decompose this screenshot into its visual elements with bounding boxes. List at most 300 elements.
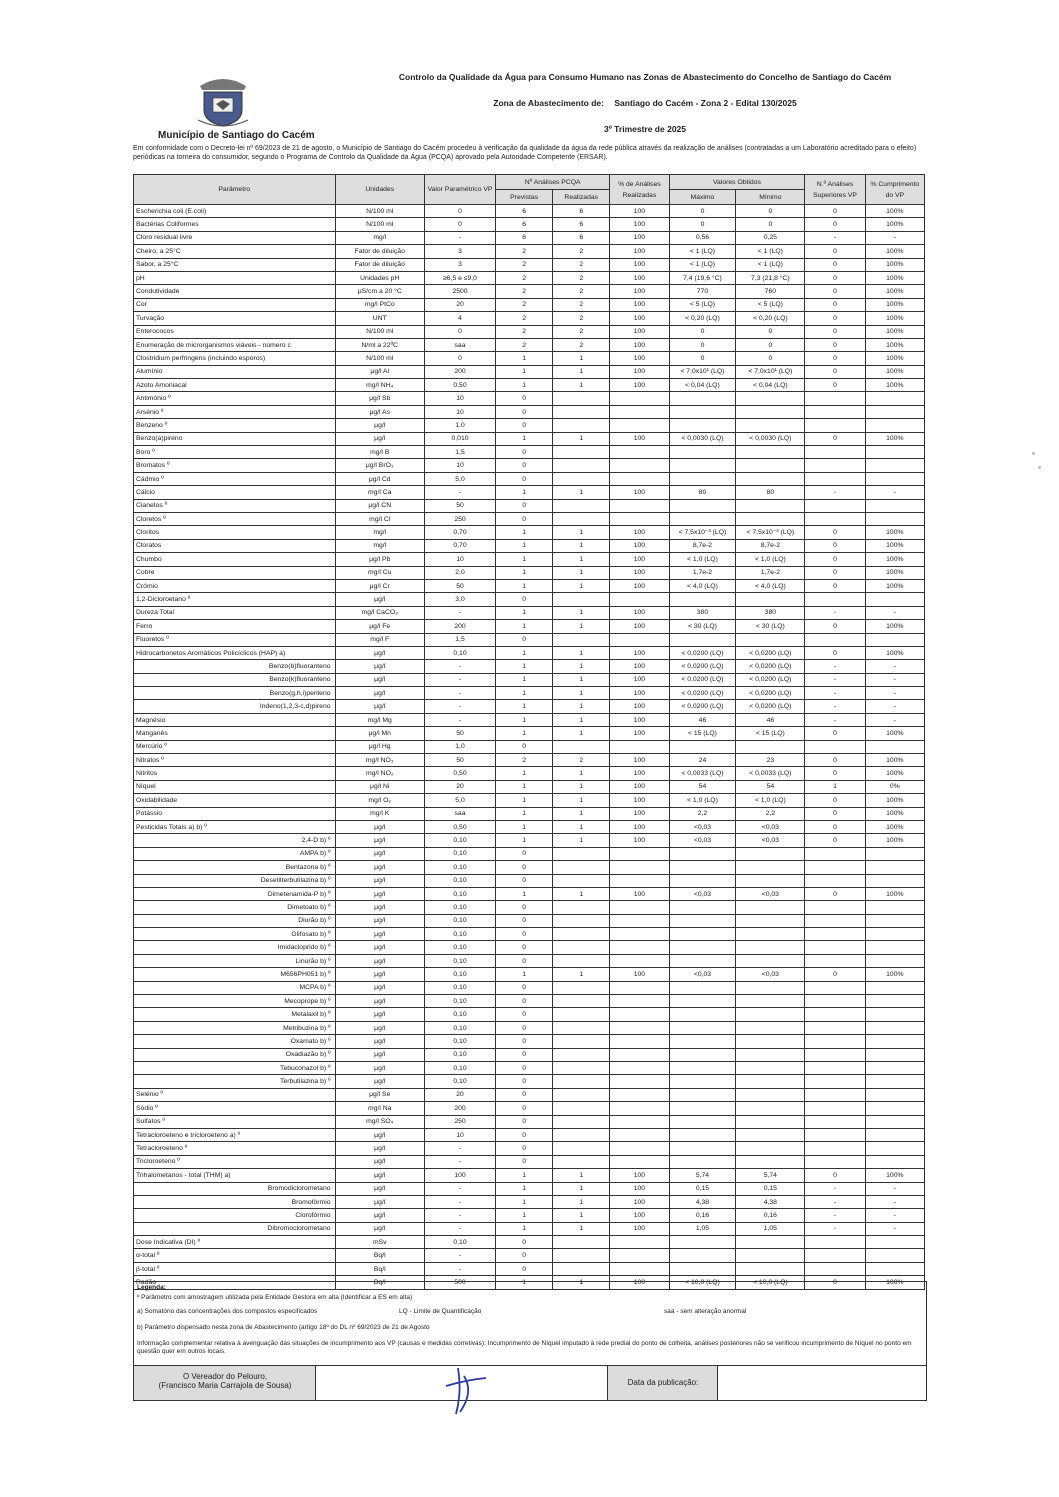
cell-realizadas: 1 [553,365,610,378]
cell-unidades: μg/l [335,687,424,700]
cell-realizadas [553,1142,610,1155]
cell-maximo [669,740,736,753]
cell-n-superiores: - [805,1209,865,1222]
cell-parametro: Sabor, a 25°C [134,258,336,271]
legend-box [133,1281,927,1368]
cell-pct-analises: 100 [610,794,669,807]
cell-maximo: 2,2 [669,807,736,820]
cell-maximo [669,901,736,914]
cell-parametro: 2,4-D b) º [134,834,336,847]
cell-parametro: Fluoretos º [134,633,336,646]
cell-pct-cumprimento [865,1142,924,1155]
cell-n-superiores [805,874,865,887]
table-row [134,1222,925,1235]
cell-maximo [669,1102,736,1115]
cell-maximo: < 0,0200 (LQ) [669,700,736,713]
cell-maximo: < 0,0200 (LQ) [669,687,736,700]
header-n-superiores: N.º Análises Superiores VP [805,175,865,205]
cell-vp: 1,0 [424,740,495,753]
cell-realizadas: 1 [553,713,610,726]
cell-previstas: 1 [496,352,553,365]
cell-pct-cumprimento: - [865,687,924,700]
cell-pct-cumprimento: 100% [865,258,924,271]
cell-vp: 0,10 [424,861,495,874]
cell-n-superiores: 0 [805,754,865,767]
cell-n-superiores: 0 [805,767,865,780]
cell-realizadas: 6 [553,231,610,244]
cell-pct-cumprimento [865,1062,924,1075]
cell-pct-analises: 100 [610,780,669,793]
cell-vp: 20 [424,298,495,311]
cell-maximo: < 0,04 (LQ) [669,379,736,392]
table-row [134,459,925,472]
cell-pct-cumprimento: - [865,1182,924,1195]
cell-minimo [736,914,805,927]
cell-unidades: μg/l [335,1155,424,1168]
cell-pct-cumprimento [865,499,924,512]
cell-minimo: 760 [736,285,805,298]
cell-n-superiores: 0 [805,566,865,579]
cell-realizadas: 1 [553,606,610,619]
cell-pct-analises: 100 [610,1276,669,1289]
table-row [134,218,925,231]
cell-realizadas: 1 [553,1276,610,1289]
cell-unidades: mg/l NH₄ [335,379,424,392]
cell-realizadas: 1 [553,1169,610,1182]
cell-previstas: 0 [496,1128,553,1141]
cell-pct-analises: 100 [610,352,669,365]
cell-realizadas: 1 [553,794,610,807]
cell-vp: - [424,1249,495,1262]
cell-vp: - [424,660,495,673]
table-row [134,593,925,606]
cell-maximo: < 10,0 (LQ) [669,1276,736,1289]
publication-label-box [607,1365,719,1401]
cell-unidades: μg/l [335,1062,424,1075]
cell-n-superiores [805,459,865,472]
cell-n-superiores [805,1128,865,1141]
cell-minimo: < 30 (LQ) [736,620,805,633]
table-row [134,1169,925,1182]
cell-unidades: μg/l Fe [335,620,424,633]
cell-maximo [669,1115,736,1128]
cell-pct-cumprimento: - [865,486,924,499]
cell-minimo [736,405,805,418]
cell-pct-cumprimento: - [865,713,924,726]
cell-parametro: Clorofórmio [134,1209,336,1222]
table-row [134,914,925,927]
cell-maximo: 5,74 [669,1169,736,1182]
cell-maximo: < 1 (LQ) [669,258,736,271]
table-row [134,780,925,793]
table-row [134,767,925,780]
cell-minimo [736,1128,805,1141]
cell-parametro: Metribuzina b) º [134,1021,336,1034]
cell-parametro: Nitratos º [134,754,336,767]
cell-realizadas [553,1249,610,1262]
table-row [134,834,925,847]
cell-minimo [736,941,805,954]
cell-vp: 3,0 [424,593,495,606]
cell-minimo: < 1,0 (LQ) [736,553,805,566]
cell-minimo [736,1062,805,1075]
cell-realizadas [553,419,610,432]
cell-previstas: 0 [496,1088,553,1101]
cell-maximo [669,954,736,967]
cell-vp: 1,5 [424,446,495,459]
cell-parametro: Azoto Amoniacal [134,379,336,392]
cell-vp: 1,0 [424,419,495,432]
cell-pct-cumprimento [865,633,924,646]
cell-vp: 500 [424,1276,495,1289]
cell-realizadas [553,847,610,860]
table-row [134,1209,925,1222]
cell-previstas: 2 [496,258,553,271]
cell-maximo: 0 [669,338,736,351]
cell-previstas: 1 [496,539,553,552]
cell-pct-cumprimento: 100% [865,218,924,231]
cell-n-superiores [805,593,865,606]
cell-minimo: <0,03 [736,820,805,833]
cell-minimo: <0,03 [736,834,805,847]
cell-realizadas [553,874,610,887]
cell-pct-cumprimento: 100% [865,807,924,820]
cell-pct-analises [610,459,669,472]
cell-vp: 0,10 [424,954,495,967]
cell-n-superiores: - [805,673,865,686]
cell-minimo [736,446,805,459]
cell-parametro: Bromatos º [134,459,336,472]
cell-minimo [736,861,805,874]
table-row [134,1102,925,1115]
cell-previstas: 0 [496,874,553,887]
cell-parametro: Dimetenamida-P b) º [134,887,336,900]
cell-minimo [736,981,805,994]
cell-unidades: mg/l O₂ [335,794,424,807]
cell-realizadas: 2 [553,298,610,311]
cell-pct-analises: 100 [610,620,669,633]
cell-realizadas: 1 [553,432,610,445]
cell-unidades: mg/l NO₃ [335,754,424,767]
cell-unidades: μg/l [335,1169,424,1182]
cell-unidades: N/100 ml [335,352,424,365]
cell-parametro: Enterococos [134,325,336,338]
cell-maximo: 0,16 [669,1209,736,1222]
cell-n-superiores: 0 [805,298,865,311]
cell-maximo [669,874,736,887]
cell-n-superiores [805,861,865,874]
table-row [134,820,925,833]
cell-minimo [736,1249,805,1262]
cell-maximo [669,446,736,459]
cell-unidades: mg/l NO₂ [335,767,424,780]
cell-previstas: 0 [496,847,553,860]
cell-vp: 0,10 [424,914,495,927]
cell-previstas: 0 [496,941,553,954]
table-row [134,727,925,740]
publication-label: Data da publicação: [627,1378,699,1387]
cell-pct-analises: 100 [610,526,669,539]
table-row [134,352,925,365]
cell-unidades: μg/l [335,660,424,673]
cell-parametro: Condutividade [134,285,336,298]
cell-maximo [669,459,736,472]
cell-maximo: < 5 (LQ) [669,298,736,311]
cell-maximo [669,1008,736,1021]
cell-maximo: < 1,0 (LQ) [669,794,736,807]
cell-vp: 3 [424,245,495,258]
cell-realizadas: 1 [553,700,610,713]
cell-previstas: 0 [496,1142,553,1155]
cell-maximo [669,499,736,512]
table-row [134,1262,925,1275]
cell-minimo: < 4,0 (LQ) [736,579,805,592]
cell-n-superiores [805,1062,865,1075]
cell-minimo: 0 [736,218,805,231]
cell-unidades: μg/l [335,1021,424,1034]
cell-vp: - [424,486,495,499]
cell-parametro: Cádmio º [134,472,336,485]
cell-parametro: Arsénio º [134,405,336,418]
cell-pct-cumprimento [865,1236,924,1249]
cell-vp: 10 [424,405,495,418]
cell-minimo: 23 [736,754,805,767]
table-row [134,245,925,258]
cell-previstas: 2 [496,338,553,351]
cell-parametro: Bromofórmio [134,1195,336,1208]
cell-n-superiores [805,1048,865,1061]
cell-unidades: mg/l Na [335,1102,424,1115]
cell-unidades: mg/l [335,231,424,244]
table-row [134,928,925,941]
cell-pct-cumprimento [865,1262,924,1275]
cell-previstas: 2 [496,754,553,767]
cell-maximo [669,928,736,941]
cell-previstas: 2 [496,285,553,298]
cell-n-superiores: 0 [805,338,865,351]
cell-pct-analises: 100 [610,205,669,218]
cell-previstas: 1 [496,727,553,740]
table-row [134,754,925,767]
cell-minimo: < 0,0200 (LQ) [736,660,805,673]
cell-unidades: mg/l Ca [335,486,424,499]
cell-previstas: 1 [496,1169,553,1182]
cell-maximo [669,1262,736,1275]
cell-unidades: mg/l CaCO₃ [335,606,424,619]
table-row [134,539,925,552]
table-row [134,713,925,726]
cell-pct-analises: 100 [610,687,669,700]
cell-pct-cumprimento: - [865,1195,924,1208]
cell-minimo [736,633,805,646]
cell-previstas: 0 [496,1021,553,1034]
cell-previstas: 0 [496,499,553,512]
cell-parametro: Tetracloroeteno e tricloroeteno a) º [134,1128,336,1141]
cell-parametro: Benzo(a)pireno [134,432,336,445]
cell-parametro: β-total º [134,1262,336,1275]
cell-previstas: 0 [496,405,553,418]
table-row [134,579,925,592]
cell-previstas: 1 [496,365,553,378]
cell-previstas: 1 [496,646,553,659]
cell-maximo: < 0,0033 (LQ) [669,767,736,780]
cell-vp: 0,010 [424,432,495,445]
cell-vp: 100 [424,1169,495,1182]
cell-previstas: 1 [496,700,553,713]
cell-maximo [669,981,736,994]
table-row [134,861,925,874]
cell-n-superiores: 0 [805,887,865,900]
cell-vp: 0,10 [424,874,495,887]
table-row [134,1142,925,1155]
cell-previstas: 1 [496,834,553,847]
cell-n-superiores [805,847,865,860]
cell-realizadas [553,1075,610,1088]
table-row [134,271,925,284]
table-row [134,379,925,392]
table-row [134,566,925,579]
table-row [134,553,925,566]
cell-pct-analises: 100 [610,660,669,673]
table-row [134,499,925,512]
cell-pct-cumprimento: 100% [865,271,924,284]
cell-parametro: Cloritos [134,526,336,539]
cell-pct-cumprimento: - [865,673,924,686]
cell-minimo [736,740,805,753]
cell-parametro: Desetilterbutilazina b) º [134,874,336,887]
quarter-label: 3º Trimestre de 2025 [603,124,687,134]
cell-minimo [736,1115,805,1128]
cell-pct-cumprimento [865,954,924,967]
cell-pct-cumprimento [865,405,924,418]
cell-realizadas [553,928,610,941]
cell-pct-analises: 100 [610,432,669,445]
cell-pct-cumprimento [865,1048,924,1061]
cell-n-superiores: 0 [805,365,865,378]
cell-previstas: 1 [496,713,553,726]
cell-pct-analises [610,928,669,941]
cell-pct-analises: 100 [610,646,669,659]
cell-realizadas [553,1262,610,1275]
cell-n-superiores: - [805,606,865,619]
legend-line-4: Informação complementar relativa à averiguação das situações de incumprimento aos VP (causas e medidas corretivas): Incumprimento de Níquel imputado à rede predial do ponto de colheita, análises posteriores não se verificou incumprimento de Níquel no ponto em questão quer em outros locais. [137,1340,912,1355]
cell-pct-cumprimento: 100% [865,553,924,566]
cell-realizadas [553,740,610,753]
cell-n-superiores: 0 [805,794,865,807]
cell-maximo: < 4,0 (LQ) [669,579,736,592]
cell-pct-cumprimento: 100% [865,620,924,633]
cell-realizadas: 1 [553,539,610,552]
cell-pct-analises: 100 [610,1195,669,1208]
cell-vp: 0,10 [424,941,495,954]
cell-vp: ≥6,5 e ≤9,0 [424,271,495,284]
cell-n-superiores [805,740,865,753]
vereador-box [133,1365,317,1401]
cell-pct-cumprimento: 100% [865,579,924,592]
cell-previstas: 0 [496,914,553,927]
cell-maximo: 0 [669,205,736,218]
cell-previstas: 0 [496,1035,553,1048]
cell-vp: 50 [424,727,495,740]
cell-pct-analises: 100 [610,727,669,740]
cell-previstas: 1 [496,379,553,392]
cell-unidades: μg/l BrO₃ [335,459,424,472]
cell-unidades: μg/l Cr [335,579,424,592]
cell-previstas: 1 [496,486,553,499]
table-row [134,258,925,271]
cell-n-superiores [805,1249,865,1262]
cell-pct-cumprimento [865,512,924,525]
cell-pct-cumprimento: 100% [865,794,924,807]
cell-minimo: < 1 (LQ) [736,258,805,271]
cell-vp: - [424,1195,495,1208]
table-row [134,1088,925,1101]
cell-parametro: Pesticidas Totais a) b) º [134,820,336,833]
cell-realizadas [553,1236,610,1249]
cell-pct-analises [610,1262,669,1275]
cell-realizadas [553,954,610,967]
cell-n-superiores: 0 [805,258,865,271]
cell-maximo [669,861,736,874]
cell-parametro: Benzo(b)fluoranteno [134,660,336,673]
cell-parametro: Oxamato b) º [134,1035,336,1048]
cell-pct-cumprimento [865,472,924,485]
cell-pct-cumprimento [865,928,924,941]
cell-parametro: Crómio [134,579,336,592]
cell-realizadas: 1 [553,687,610,700]
table-row [134,526,925,539]
cell-parametro: Terbutilazina b) º [134,1075,336,1088]
cell-minimo: < 0,0200 (LQ) [736,673,805,686]
legend-title: Legenda: [137,1284,166,1291]
cell-minimo [736,847,805,860]
cell-maximo: 4,38 [669,1195,736,1208]
cell-n-superiores [805,392,865,405]
cell-pct-analises [610,499,669,512]
cell-pct-analises [610,1075,669,1088]
cell-vp: 0,10 [424,995,495,1008]
cell-previstas: 1 [496,1182,553,1195]
table-row [134,1062,925,1075]
cell-unidades: N/ml a 22ºC [335,338,424,351]
cell-unidades: mg/l K [335,807,424,820]
cell-previstas: 0 [496,392,553,405]
cell-minimo: < 10,0 (LQ) [736,1276,805,1289]
municipal-crest-logo [196,70,250,128]
cell-parametro: Diurão b) º [134,914,336,927]
cell-pct-analises: 100 [610,968,669,981]
cell-pct-cumprimento: 100% [865,887,924,900]
cell-realizadas [553,593,610,606]
cell-previstas: 2 [496,298,553,311]
cell-pct-cumprimento [865,981,924,994]
cell-parametro: Tetracloroeteno º [134,1142,336,1155]
cell-unidades: μg/l [335,1142,424,1155]
table-row [134,325,925,338]
table-row [134,298,925,311]
cell-vp: 0 [424,352,495,365]
cell-parametro: Mecoprope b) º [134,995,336,1008]
cell-unidades: μg/l Sb [335,392,424,405]
cell-unidades: mg/l B [335,446,424,459]
cell-minimo: <0,03 [736,968,805,981]
cell-previstas: 0 [496,1048,553,1061]
cell-pct-analises: 100 [610,486,669,499]
cell-unidades: mSv [335,1236,424,1249]
cell-parametro: Sulfatos º [134,1115,336,1128]
cell-parametro: Turvação [134,312,336,325]
cell-realizadas: 2 [553,754,610,767]
